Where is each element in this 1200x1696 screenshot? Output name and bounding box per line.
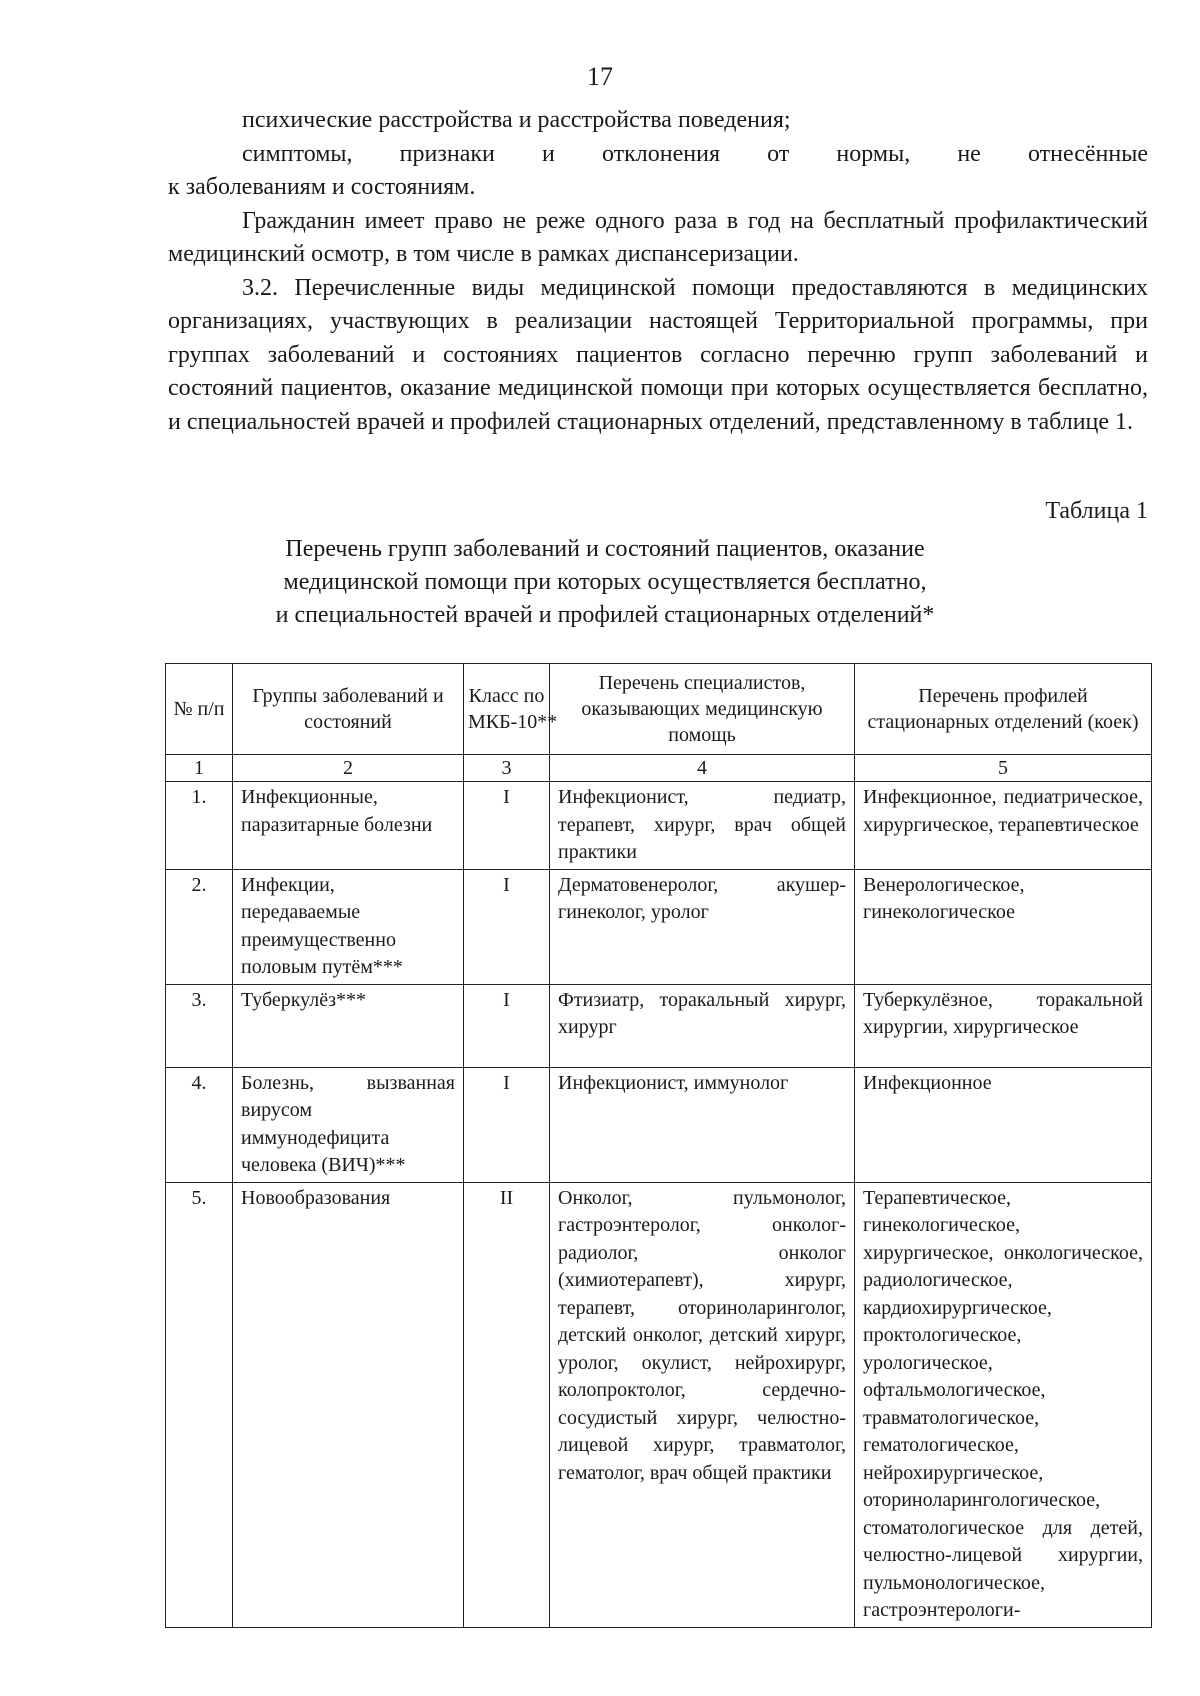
row-class: I [464,782,550,870]
paragraph-mental-disorders: психические расстройства и расстройства поведения; [242,107,791,133]
row-group: Инфекции, передаваемые преимущественно половым путём*** [233,869,464,984]
body-text [168,104,1148,439]
row-specialists: Инфекционист, иммунолог [550,1067,855,1182]
header-number: № п/п [166,664,233,755]
row-group: Туберкулёз*** [233,984,464,1067]
column-number: 3 [464,755,550,782]
paragraph-symptoms-cont: к заболеваниям и состояниям. [168,174,476,200]
page-number: 17 [587,62,613,91]
paragraph-citizen-right: Гражданин имеет право не реже одного раза в год на бесплатный профилактический медицинский осмотр, в том числе в рамках диспансеризации. [168,207,1148,267]
row-specialists: Фтизиатр, торакальный хирург, хирург [550,984,855,1067]
paragraph-3-2: 3.2. Перечисленные виды медицинской помощи предоставляются в медицинских организациях, участвующих в реализации настоящей Территориальной программы, при группах заболеваний и состояниях пациентов согласно перечню групп заболеваний и состояний пациентов, оказание медицинской помощи при которых осуществляется бесплатно, и специальностей врачей и профилей стационарных отделений, представленному в таблице 1. [168,274,1148,435]
column-number: 1 [166,755,233,782]
table-row [166,984,1152,1067]
paragraph-symptoms: симптомы, признаки и отклонения от нормы, не отнесённые [242,140,1148,167]
row-number: 5. [166,1182,233,1627]
header-groups: Группы заболеваний и состояний [233,664,464,755]
row-number: 3. [166,984,233,1067]
row-profiles: Инфекционное [855,1067,1152,1182]
column-number: 5 [855,755,1152,782]
row-class: I [464,869,550,984]
row-specialists: Дерматовенеролог, акушер-гинеколог, уролог [550,869,855,984]
row-profiles: Венерологическое, гинекологическое [855,869,1152,984]
row-class: I [464,984,550,1067]
row-profiles: Инфекционное, педиатрическое, хирургическое, терапевтическое [855,782,1152,870]
column-numbers-row [166,755,1152,782]
row-specialists: Онколог, пульмонолог, гастроэнтеролог, онколог-радиолог, онколог (химиотерапевт), хирург, терапевт, оториноларинголог, детский онколог, детский хирург, уролог, окулист, нейрохирург, колопроктолог, сердечно-сосудистый хирург, челюстно-лицевой хирург, травматолог, гематолог, врач общей практики [550,1182,855,1627]
row-class: I [464,1067,550,1182]
table-title-line: и специальностей врачей и профилей стационарных отделений* [275,602,935,628]
table-title-line: медицинской помощи при которых осуществляется бесплатно, [283,569,927,595]
table-row [166,869,1152,984]
row-specialists: Инфекционист, педиатр, терапевт, хирург, врач общей практики [550,782,855,870]
table-header-row [166,664,1152,755]
column-number: 2 [233,755,464,782]
disease-groups-table [165,663,1152,1628]
row-number: 2. [166,869,233,984]
row-number: 4. [166,1067,233,1182]
header-profiles: Перечень профилей стационарных отделений (коек) [855,664,1152,755]
table-row [166,1182,1152,1627]
row-group: Инфекционные, паразитарные болезни [233,782,464,870]
table-row [166,1067,1152,1182]
table-title [160,533,1050,632]
header-specialists: Перечень специалистов, оказывающих медицинскую помощь [550,664,855,755]
row-profiles: Терапевтическое, гинекологическое, хирургическое, онкологическое, радиологическое, кардиохирургическое, проктологическое, урологическое, офтальмологическое, травматологическое, гематологическое, нейрохирургическое, оториноларингологическое, стоматологическое для детей, челюстно-лицевой хирургии, пульмонологическое, гастроэнтерологи- [855,1182,1152,1627]
header-class: Класс по МКБ-10** [464,664,550,755]
row-profiles: Туберкулёзное, торакальной хирургии, хирургическое [855,984,1152,1067]
row-group: Болезнь, вызванная вирусом иммунодефицита человека (ВИЧ)*** [233,1067,464,1182]
row-number: 1. [166,782,233,870]
row-group: Новообразования [233,1182,464,1627]
table-label: Таблица 1 [1045,498,1148,524]
table-title-line: Перечень групп заболеваний и состояний пациентов, оказание [285,536,925,562]
column-number: 4 [550,755,855,782]
table-row [166,782,1152,870]
row-class: II [464,1182,550,1627]
